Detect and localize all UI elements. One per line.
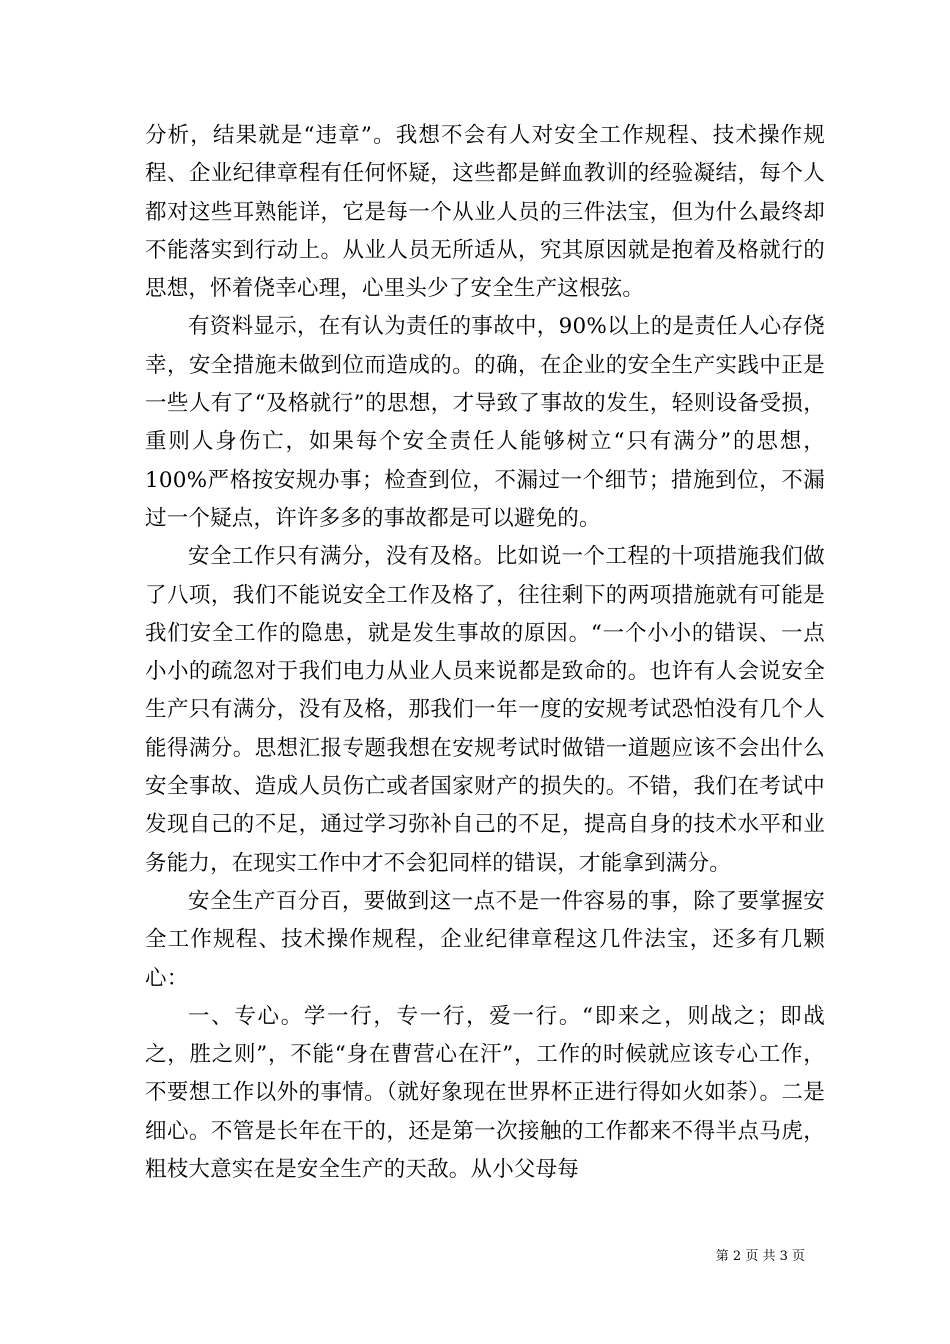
page-number: 第 2 页 共 3 页 [715,1249,805,1264]
paragraph-statistics: 有资料显示，在有认为责任的事故中，90%以上的是责任人心存侥幸，安全措施未做到位而造成的。的确，在企业的安全生产实践中正是一些人有了“及格就行”的思想，才导致了事故的发生，轻则设备受损，重则人身伤亡，如果每个安全责任人能够树立“只有满分”的思想，100%严格按安规办事；检查到位，不漏过一个细节；措施到位，不漏过一个疑点，许许多多的事故都是可以避免的。 [145,314,825,531]
paragraph-only-full-marks: 安全工作只有满分，没有及格。比如说一个工程的十项措施我们做了八项，我们不能说安全工作及格了，往往剩下的两项措施就有可能是我们安全工作的隐患，就是发生事故的原因。“一个小小的错误、一点小小的疏忽对于我们电力从业人员来说都是致命的。也许有人会说安全生产只有满分，没有及格，那我们一年一度的安规考试恐怕没有几个人能得满分。思想汇报专题我想在安规考试时做错一道题应该不会出什么安全事故、造成人员伤亡或者国家财产的损失的。不错，我们在考试中发现自己的不足，通过学习弥补自己的不足，提高自身的技术水平和业务能力，在现实工作中才不会犯同样的错误，才能拿到满分。 [145,544,825,876]
paragraph-violation-analysis: 分析，结果就是“违章”。我想不会有人对安全工作规程、技术操作规程、企业纪律章程有任何怀疑，这些都是鲜血教训的经验凝结，每个人都对这些耳熟能详，它是每一个从业人员的三件法宝，但为什么最终却不能落实到行动上。从业人员无所适从，究其原因就是抱着及格就行的思想，怀着侥幸心理，心里头少了安全生产这根弦。 [145,123,825,302]
paragraph-hundred-percent: 安全生产百分百，要做到这一点不是一件容易的事，除了要掌握安全工作规程、技术操作规程，企业纪律章程这几件法宝，还多有几颗心： [145,888,825,991]
paragraph-focus-and-care: 一、专心。学一行，专一行，爱一行。“即来之，则战之；即战之，胜之则”，不能“身在曹营心在汗”，工作的时候就应该专心工作，不要想工作以外的事情。（就好象现在世界杯正进行得如火如荼）。二是细心。不管是长年在干的，还是第一次接触的工作都来不得半点马虎，粗枝大意实在是安全生产的天敌。从小父母每 [145,1003,825,1183]
document-body [145,117,825,1189]
